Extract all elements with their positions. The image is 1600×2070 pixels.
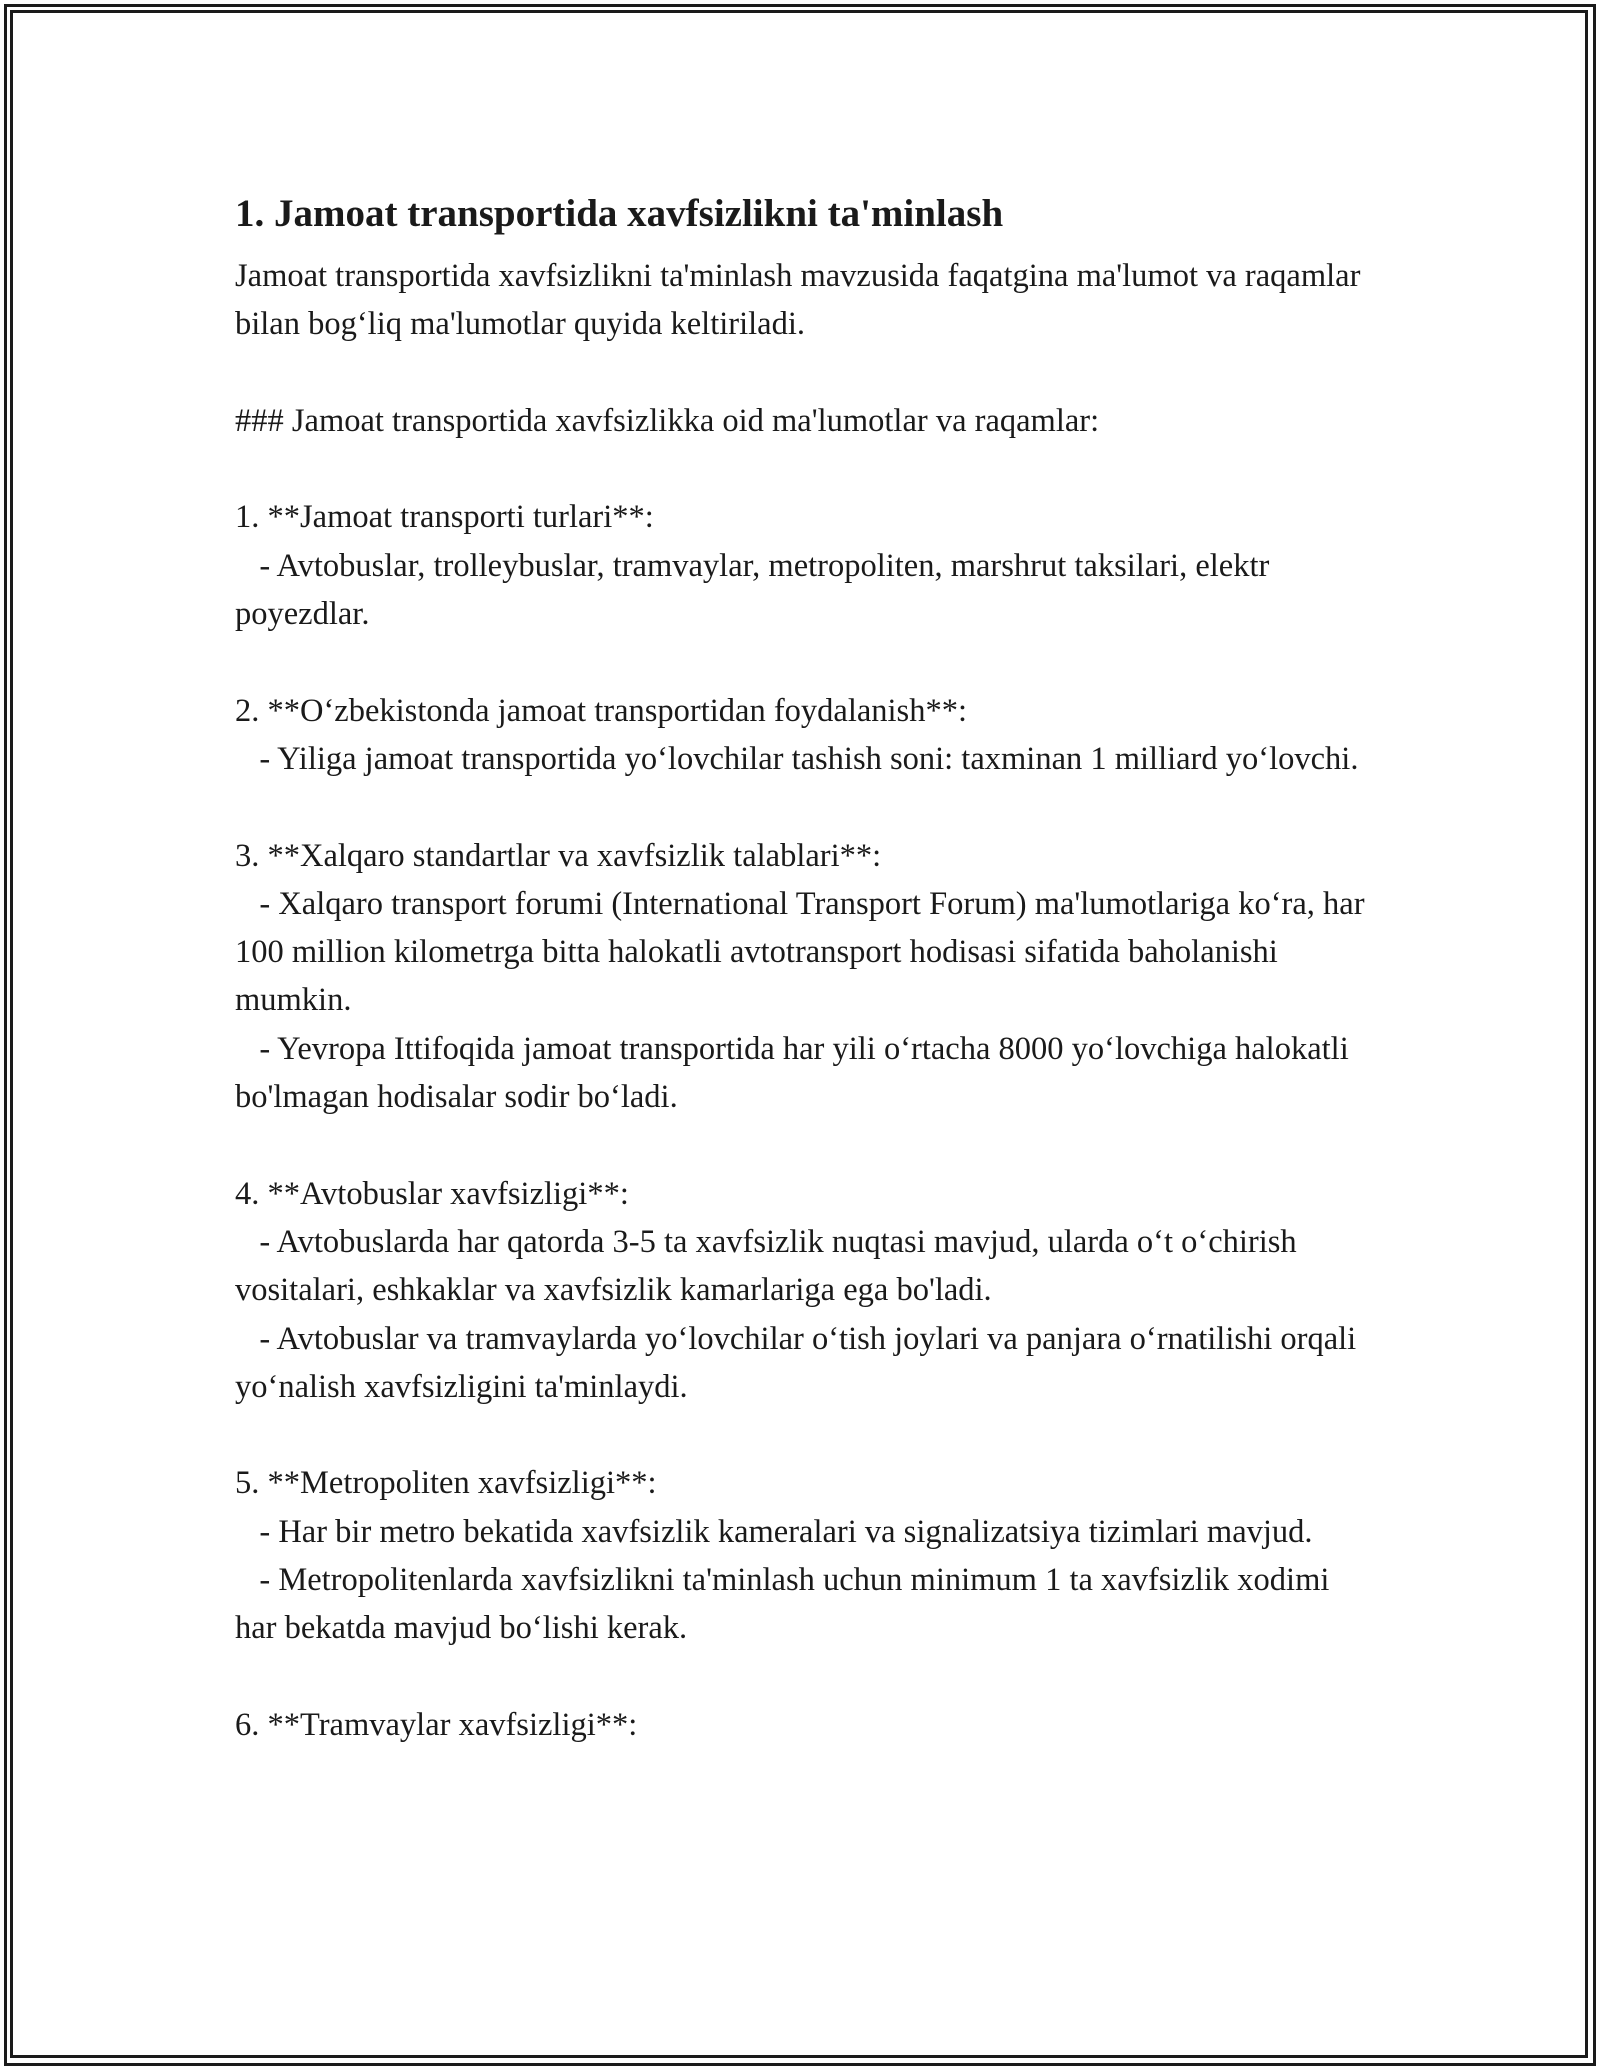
section-heading: 5. **Metropoliten xavfsizligi**: bbox=[235, 1465, 657, 1502]
spacer bbox=[235, 1411, 1375, 1459]
list-item: - Yiliga jamoat transportida yo‘lovchilar tashish soni: taxminan 1 milliard yo‘lovchi. bbox=[235, 740, 1359, 777]
spacer bbox=[235, 445, 1375, 493]
spacer bbox=[235, 1653, 1375, 1701]
section-heading: 3. **Xalqaro standartlar va xavfsizlik talablari**: bbox=[235, 837, 882, 874]
document-body bbox=[235, 188, 1375, 1749]
list-item: - Xalqaro transport forumi (International Transport Forum) ma'lumotlariga ko‘ra, har 100 million kilometrga bitta halokatli avtotransport hodisasi sifatida baholanishi mumkin. bbox=[235, 885, 1373, 1019]
list-item: - Metropolitenlarda xavfsizlikni ta'minlash uchun minimum 1 ta xavfsizlik xodimi har bekatda mavjud bo‘lishi kerak. bbox=[235, 1562, 1338, 1647]
subheading: ### Jamoat transportida xavfsizlikka oid ma'lumotlar va raqamlar: bbox=[235, 402, 1100, 439]
list-item: - Har bir metro bekatida xavfsizlik kameralari va signalizatsiya tizimlari mavjud. bbox=[235, 1513, 1313, 1550]
document-title: 1. Jamoat transportida xavfsizlikni ta'minlash bbox=[235, 192, 1004, 235]
list-item: - Avtobuslar va tramvaylarda yo‘lovchilar o‘tish joylari va panjara o‘rnatilishi orqali yo‘nalish xavfsizligini ta'minlaydi. bbox=[235, 1320, 1365, 1405]
spacer bbox=[235, 783, 1375, 831]
spacer bbox=[235, 638, 1375, 686]
list-item: - Avtobuslarda har qatorda 3-5 ta xavfsizlik nuqtasi mavjud, ularda o‘t o‘chirish vositalari, eshkaklar va xavfsizlik kamarlariga ega bo'ladi. bbox=[235, 1223, 1305, 1309]
section-heading: 2. **O‘zbekistonda jamoat transportidan foydalanish**: bbox=[235, 692, 967, 729]
spacer bbox=[235, 1121, 1375, 1169]
section-heading: 1. **Jamoat transporti turlari**: bbox=[235, 499, 654, 536]
section-heading: 6. **Tramvaylar xavfsizligi**: bbox=[235, 1706, 638, 1743]
list-item: - Avtobuslar, trolleybuslar, tramvaylar, metropoliten, marshrut taksilari, elektr poyezdlar. bbox=[235, 547, 1278, 633]
spacer bbox=[235, 349, 1375, 397]
intro-paragraph: Jamoat transportida xavfsizlikni ta'minlash mavzusida faqatgina ma'lumot va raqamlar bilan bog‘liq ma'lumotlar quyida keltiriladi. bbox=[235, 258, 1369, 343]
section-heading: 4. **Avtobuslar xavfsizligi**: bbox=[235, 1175, 629, 1212]
list-item: - Yevropa Ittifoqida jamoat transportida har yili o‘rtacha 8000 yo‘lovchiga halokatli bo'lmagan hodisalar sodir bo‘ladi. bbox=[235, 1030, 1357, 1116]
